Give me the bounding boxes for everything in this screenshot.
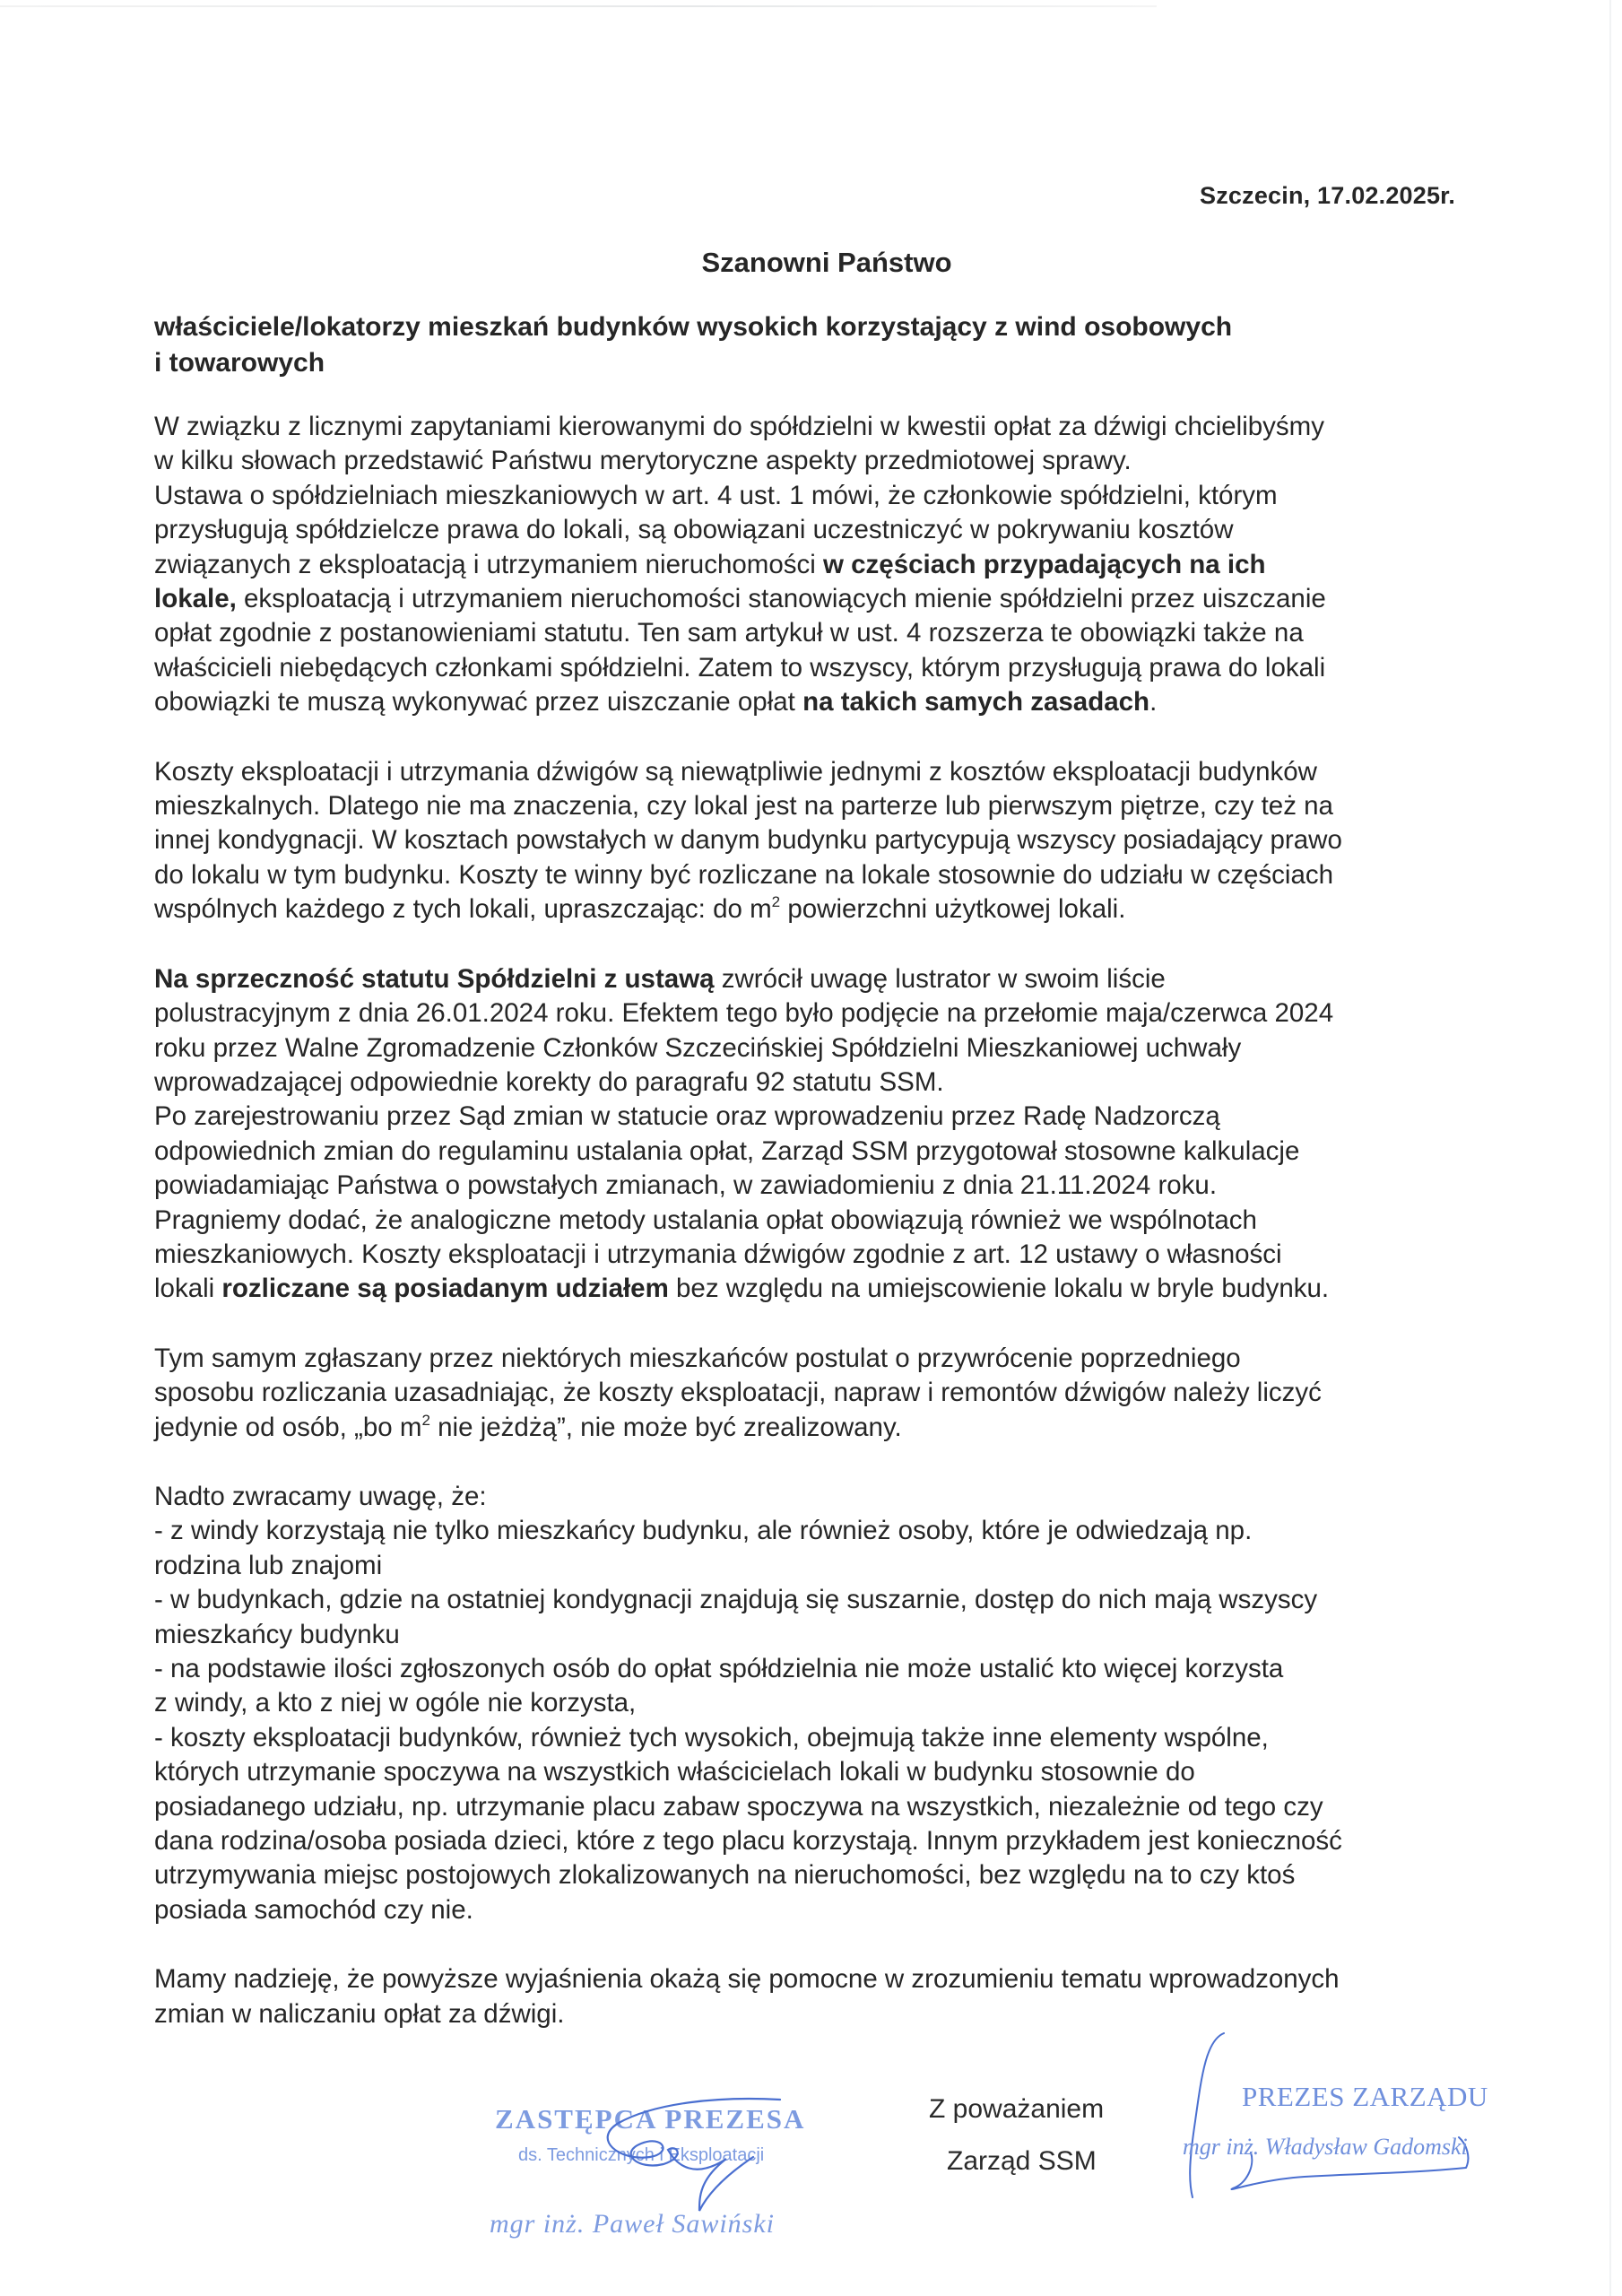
emphasis-text: w częściach przypadających na ich xyxy=(823,549,1266,579)
stamp-name: mgr inż. Paweł Sawiński xyxy=(490,2209,776,2239)
text-line xyxy=(154,548,1535,582)
text-run: . xyxy=(1149,687,1158,718)
text-line: z windy, a kto z niej w ogóle nie korzysta, xyxy=(154,1688,637,1718)
addressee xyxy=(154,309,1409,381)
text-line: Koszty eksploatacji i utrzymania dźwigów są niewątpliwie jednymi z kosztów eksploatacji budynków xyxy=(154,756,1317,787)
stamp-title: PREZES ZARZĄDU xyxy=(1242,2081,1488,2112)
text-line: roku przez Walne Zgromadzenie Członków Szczecińskiej Spółdzielni Mieszkaniowej uchwały xyxy=(154,1032,1242,1063)
president-stamp xyxy=(1170,2022,1547,2202)
text-line xyxy=(154,582,1535,616)
salutation: Szanowni Państwo xyxy=(701,247,952,278)
text-line: sposobu rozliczania uzasadniając, że koszty eksploatacji, napraw i remontów dźwigów należy liczyć xyxy=(154,1378,1322,1408)
handwritten-signature-icon xyxy=(484,2094,861,2247)
paragraph-statute xyxy=(154,962,1535,1307)
text-line: posiada samochód czy nie. xyxy=(154,1894,473,1925)
letter-date: Szczecin, 17.02.2025r. xyxy=(1200,182,1456,209)
superscript: 2 xyxy=(421,1411,430,1429)
text-line: mieszkalnych. Dlatego nie ma znaczenia, czy lokal jest na parterze lub pierwszym piętrze, czy też na xyxy=(154,791,1333,822)
text-line xyxy=(154,1411,1535,1445)
text-line: innej kondygnacji. W kosztach powstałych w danym budynku partycypują wszyscy posiadający prawo xyxy=(154,825,1342,856)
stamp-title: ZASTĘPCA PREZESA xyxy=(495,2103,806,2135)
text-run: bez względu na umiejscowienie lokalu w bryle budynku. xyxy=(668,1274,1330,1304)
text-run: zwrócił uwagę lustrator w swoim liście xyxy=(714,963,1166,994)
stamp-subtitle: ds. Technicznych i Eksploatacji xyxy=(518,2145,765,2165)
text-run: wspólnych każdego z tych lokali, upraszczając: do m xyxy=(154,894,772,925)
emphasis-text: na takich samych zasadach xyxy=(802,687,1150,718)
text-run: jedynie od osób, „bo m xyxy=(154,1412,422,1442)
text-line xyxy=(154,1272,1535,1306)
paragraph-postulate xyxy=(154,1342,1535,1445)
emphasis-text: Na sprzeczność statutu Spółdzielni z ustawą xyxy=(154,963,715,994)
text-line xyxy=(154,892,1535,926)
text-line: mieszkańcy budynku xyxy=(154,1619,400,1649)
emphasis-text: lokale, xyxy=(154,584,237,614)
text-line: wprowadzającej odpowiednie korekty do paragrafu 92 statutu SSM. xyxy=(154,1066,944,1097)
emphasis-text: rozliczane są posiadanym udziałem xyxy=(221,1274,669,1304)
text-line: zmian w naliczaniu opłat za dźwigi. xyxy=(154,1998,565,2029)
text-line: posiadanego udziału, np. utrzymanie placu zabaw spoczywa na wszystkich, niezależnie od tego czy xyxy=(154,1791,1323,1822)
text-line: Nadto zwracamy uwagę, że: xyxy=(154,1481,487,1511)
closing-block xyxy=(929,2094,1105,2176)
closing-regards: Z poważaniem xyxy=(929,2094,1105,2124)
text-run: powierzchni użytkowej lokali. xyxy=(780,894,1126,925)
text-run: lokali xyxy=(154,1274,222,1304)
letter-body xyxy=(154,410,1535,2031)
text-line: rodzina lub znajomi xyxy=(154,1550,383,1580)
list-item: - na podstawie ilości zgłoszonych osób do opłat spółdzielnia nie może ustalić kto więcej korzysta xyxy=(154,1654,1284,1683)
list-item: - z windy korzystają nie tylko mieszkańcy budynku, ale również osoby, które je odwiedzają np. xyxy=(154,1516,1253,1546)
text-line: właścicieli niebędących członkami spółdzielni. Zatem to wszyscy, którym przysługują prawa do lokali xyxy=(154,652,1326,683)
text-line: Pragniemy dodać, że analogiczne metody ustalania opłat obowiązują również we wspólnotach xyxy=(154,1205,1257,1235)
text-line: których utrzymanie spoczywa na wszystkich właścicielach lokali w budynku stosownie do xyxy=(154,1757,1195,1787)
text-line: W związku z licznymi zapytaniami kierowanymi do spółdzielni w kwestii opłat za dźwigi chcielibyśmy xyxy=(154,412,1324,441)
stamp-name: mgr inż. Władysław Gadomski xyxy=(1183,2134,1468,2160)
text-line: utrzymywania miejsc postojowych zlokalizowanych na nieruchomości, bez względu na to czy ktoś xyxy=(154,1860,1296,1891)
list-item: - w budynkach, gdzie na ostatniej kondygnacji znajdują się suszarnie, dostęp do nich mają wszyscy xyxy=(154,1585,1318,1615)
closing-signatory: Zarząd SSM xyxy=(947,2146,1097,2176)
paragraph-remarks-list xyxy=(154,1480,1535,1927)
text-line: opłat zgodnie z postanowieniami statutu. Ten sam artykuł w ust. 4 rozszerza te obowiązki także na xyxy=(154,618,1304,648)
list-item: - koszty eksploatacji budynków, również tych wysokich, obejmują także inne elementy wspólne, xyxy=(154,1722,1269,1752)
addressee-line: i towarowych xyxy=(154,348,325,378)
text-line: polustracyjnym z dnia 26.01.2024 roku. Efektem tego było podjęcie na przełomie maja/czerwca 2024 xyxy=(154,998,1334,1029)
text-line: przysługują spółdzielcze prawa do lokali, są obowiązani uczestniczyć w pokrywaniu kosztów xyxy=(154,515,1234,545)
text-line: Tym samym zgłaszany przez niektórych mieszkańców postulat o przywrócenie poprzedniego xyxy=(154,1343,1241,1373)
text-run: eksploatacją i utrzymaniem nieruchomości stanowiących mienie spółdzielni przez uiszczanie xyxy=(236,584,1326,614)
text-run: związanych z eksploatacją i utrzymaniem nieruchomości xyxy=(154,549,823,579)
text-line: Mamy nadzieję, że powyższe wyjaśnienia okażą się pomocne w zrozumieniu tematu wprowadzonych xyxy=(154,1964,1340,1995)
text-line: powiadamiając Państwa o powstałych zmianach, w zawiadomieniu z dnia 21.11.2024 roku. xyxy=(154,1170,1218,1201)
text-line: w kilku słowach przedstawić Państwu merytoryczne aspekty przedmiotowej sprawy. xyxy=(154,446,1132,476)
text-line: Ustawa o spółdzielniach mieszkaniowych w art. 4 ust. 1 mówi, że członkowie spółdzielni, którym xyxy=(154,480,1278,510)
text-line: Po zarejestrowaniu przez Sąd zmian w statucie oraz wprowadzeniu przez Radę Nadzorczą xyxy=(154,1101,1220,1132)
text-line: mieszkaniowych. Koszty eksploatacji i utrzymania dźwigów zgodnie z art. 12 ustawy o własności xyxy=(154,1239,1282,1269)
superscript: 2 xyxy=(771,893,781,911)
text-line: odpowiednich zmian do regulaminu ustalania opłat, Zarząd SSM przygotował stosowne kalkulacje xyxy=(154,1135,1300,1166)
text-line xyxy=(154,685,1535,719)
paragraph-closing xyxy=(154,1962,1535,2031)
addressee-line: właściciele/lokatorzy mieszkań budynków wysokich korzystający z wind osobowych xyxy=(154,312,1233,342)
text-line: do lokalu w tym budynku. Koszty te winny być rozliczane na lokale stosownie do udziału w częściach xyxy=(154,859,1334,890)
text-line: dana rodzina/osoba posiada dzieci, które z tego placu korzystają. Innym przykładem jest konieczność xyxy=(154,1826,1342,1857)
deputy-president-stamp xyxy=(484,2094,861,2247)
text-run: nie jeżdżą”, nie może być zrealizowany. xyxy=(429,1412,902,1442)
text-run: obowiązki te muszą wykonywać przez uiszczanie opłat xyxy=(154,687,803,718)
paragraph-intro xyxy=(154,410,1535,720)
text-line xyxy=(154,962,1535,996)
paragraph-elevator-costs xyxy=(154,755,1535,927)
